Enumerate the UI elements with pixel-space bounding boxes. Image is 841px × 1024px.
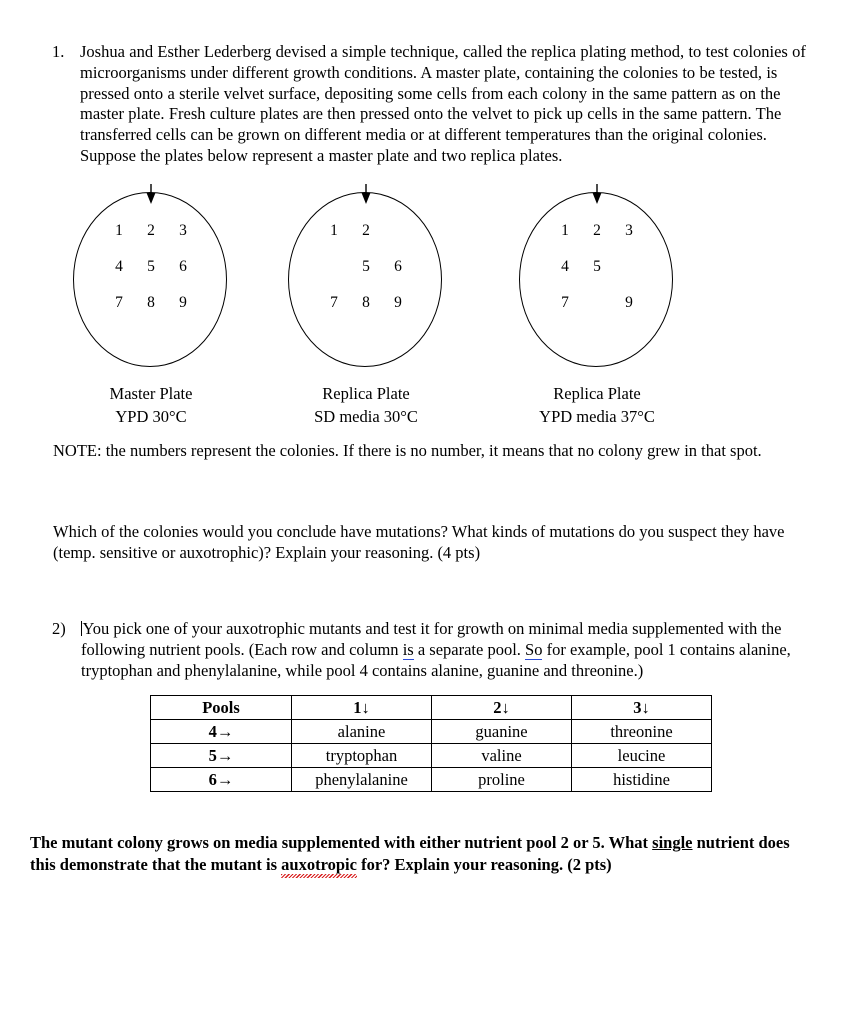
question-2-marker: 2): [52, 619, 66, 638]
colony-cell: 2: [362, 222, 370, 239]
table-cell: phenylalanine: [292, 768, 432, 792]
colony-row: [549, 258, 645, 294]
petri-dish-master: [73, 188, 229, 368]
question-1: [52, 42, 812, 167]
grammar-suggestion-is[interactable]: is: [402, 640, 414, 659]
plate-replica-sd: [288, 188, 454, 428]
plate-caption-line1: Replica Plate: [553, 384, 641, 403]
colony-cell: 9: [179, 294, 187, 311]
colony-cell: 1: [330, 222, 338, 239]
final-text-part2: nutrient does this demonstrate that the mutant is: [30, 833, 790, 874]
question-2-text-part3: for example, pool 1 contains alanine, tryptophan and phenylalanine, while pool 4 contains alanine, guanine and threonine.): [81, 640, 791, 680]
colony-cell: 8: [362, 294, 370, 311]
colony-cell: 1: [561, 222, 569, 239]
table-cell: tryptophan: [292, 744, 432, 768]
table-cell: leucine: [572, 744, 712, 768]
table-cell: histidine: [572, 768, 712, 792]
colony-cell: 9: [394, 294, 402, 311]
table-row: [151, 768, 712, 792]
colony-cell: 1: [115, 222, 123, 239]
colony-cell: 7: [561, 294, 569, 311]
colony-cell: 2: [593, 222, 601, 239]
question-2-text-part2: a separate pool.: [413, 640, 526, 659]
plate-caption: [509, 382, 685, 428]
plate-caption-line2: YPD 30°C: [115, 407, 187, 426]
question-2-text-part1: You pick one of your auxotrophic mutants and test it for growth on minimal media supplemented with the following nutrient pools. (Each row and column: [81, 619, 782, 659]
final-text-part3: for? Explain your reasoning. (2 pts): [356, 854, 612, 874]
table-header-row: [151, 696, 712, 720]
petri-dish-replica-ypd37: [519, 188, 675, 368]
plate-caption-line1: Master Plate: [109, 384, 193, 403]
table-column-header: 3↓: [572, 696, 712, 720]
colony-cell: 9: [625, 294, 633, 311]
final-question: [30, 832, 800, 875]
colony-cell: 5: [147, 258, 155, 275]
colony-row: [318, 222, 414, 258]
down-arrow-icon: [591, 184, 603, 206]
table-row-header: 6→: [151, 768, 292, 792]
question-2-text: [81, 618, 812, 681]
plate-replica-ypd37: [519, 188, 685, 428]
colony-cell: 6: [394, 258, 402, 275]
grammar-suggestion-so[interactable]: So: [525, 640, 543, 659]
colony-row: [103, 258, 199, 294]
colony-cell: 3: [179, 222, 187, 239]
colony-cell: 2: [147, 222, 155, 239]
colony-row: [549, 222, 645, 258]
petri-dish-replica-sd: [288, 188, 444, 368]
note-text: NOTE: the numbers represent the colonies. If there is no number, it means that no colony grew in that spot.: [53, 441, 762, 460]
colony-row: [549, 294, 645, 330]
table-corner-header: Pools: [151, 696, 292, 720]
plate-caption-line1: Replica Plate: [322, 384, 410, 403]
table-column-header: 2↓: [432, 696, 572, 720]
table-row: [151, 720, 712, 744]
colony-row: [103, 294, 199, 330]
colony-grid: [103, 222, 199, 330]
colony-cell: 7: [115, 294, 123, 311]
table-cell: alanine: [292, 720, 432, 744]
nutrient-pools-table: [150, 695, 712, 792]
question-1-marker: 1.: [52, 42, 65, 61]
colony-cell: 6: [179, 258, 187, 275]
question-1-text: Joshua and Esther Lederberg devised a simple technique, called the replica plating method, to test colonies of microorganisms under different growth conditions. A master plate, containing the colonies to be tested, is pressed onto a sterile velvet surface, depositing some cells from each colony in the same pattern as on the master plate. Fresh culture plates are then pressed onto the velvet to pick up cells in the same pattern. The transferred cells can be grown on different media or at different temperatures than the original colonies. Suppose the plates below represent a master plate and two replica plates.: [80, 42, 806, 165]
spellcheck-auxotropic[interactable]: auxotropic: [281, 854, 357, 874]
plate-caption-line2: YPD media 37°C: [539, 407, 655, 426]
plate-caption: [278, 382, 454, 428]
colony-grid: [549, 222, 645, 330]
colony-cell: 4: [561, 258, 569, 275]
table-cell: valine: [432, 744, 572, 768]
plate-caption: [73, 382, 229, 428]
table-cell: guanine: [432, 720, 572, 744]
colony-row: [318, 258, 414, 294]
table-cell: threonine: [572, 720, 712, 744]
down-arrow-icon: [360, 184, 372, 206]
colony-row: [318, 294, 414, 330]
plate-master: [73, 188, 229, 428]
plate-caption-line2: SD media 30°C: [314, 407, 418, 426]
question-1-prompt: Which of the colonies would you conclude have mutations? What kinds of mutations do you suspect they have (temp. sensitive or auxotrophic)? Explain your reasoning. (4 pts): [53, 522, 785, 562]
colony-cell: 5: [362, 258, 370, 275]
table-row-header: 4→: [151, 720, 292, 744]
plate-diagrams: [0, 188, 841, 426]
colony-cell: 4: [115, 258, 123, 275]
final-text-part1: The mutant colony grows on media supplemented with either nutrient pool 2 or 5. What: [30, 833, 653, 852]
emphasis-single: single: [652, 833, 693, 852]
colony-cell: 8: [147, 294, 155, 311]
table-row: [151, 744, 712, 768]
table-cell: proline: [432, 768, 572, 792]
down-arrow-icon: [145, 184, 157, 206]
table-row-header: 5→: [151, 744, 292, 768]
table-column-header: 1↓: [292, 696, 432, 720]
colony-row: [103, 222, 199, 258]
colony-grid: [318, 222, 414, 330]
question-2: [52, 618, 812, 681]
colony-cell: 5: [593, 258, 601, 275]
colony-cell: 3: [625, 222, 633, 239]
colony-cell: 7: [330, 294, 338, 311]
